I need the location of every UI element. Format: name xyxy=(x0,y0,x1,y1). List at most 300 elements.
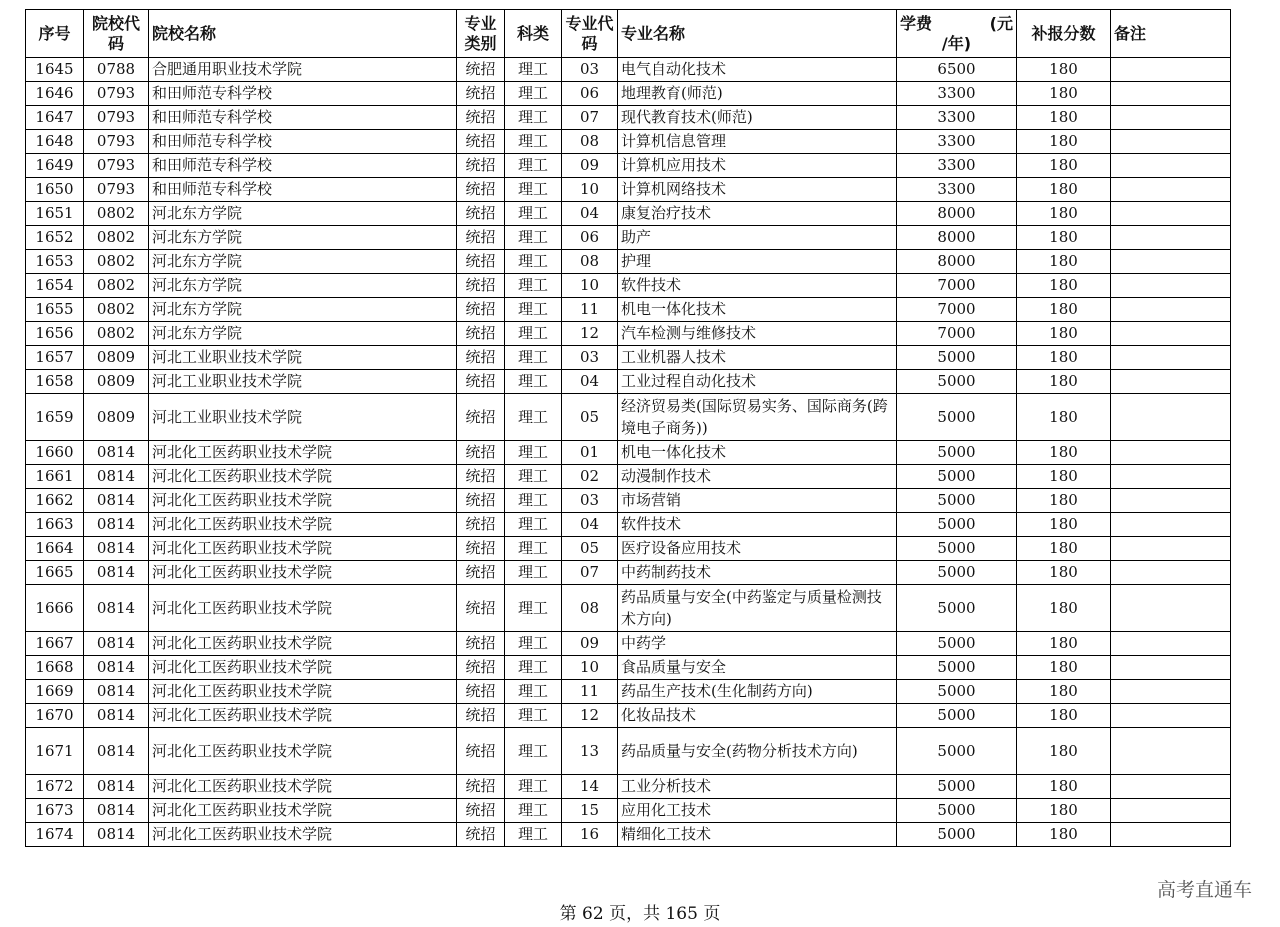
cell-fee: 5000 xyxy=(897,704,1017,728)
cell-school-name: 河北化工医药职业技术学院 xyxy=(149,728,457,775)
cell-score: 180 xyxy=(1017,322,1111,346)
cell-score: 180 xyxy=(1017,226,1111,250)
header-major-code: 专业代码 xyxy=(562,10,618,58)
cell-major-code: 03 xyxy=(562,489,618,513)
cell-major-name: 助产 xyxy=(618,226,897,250)
table-row xyxy=(26,465,1231,489)
cell-school-code: 0802 xyxy=(84,226,149,250)
cell-school-code: 0802 xyxy=(84,298,149,322)
cell-school-name: 河北东方学院 xyxy=(149,250,457,274)
cell-score: 180 xyxy=(1017,394,1111,441)
cell-major-code: 10 xyxy=(562,178,618,202)
cell-major-type: 统招 xyxy=(457,394,505,441)
cell-subject: 理工 xyxy=(505,561,562,585)
cell-seq: 1656 xyxy=(26,322,84,346)
table-row xyxy=(26,728,1231,775)
cell-score: 180 xyxy=(1017,130,1111,154)
cell-seq: 1646 xyxy=(26,82,84,106)
cell-score: 180 xyxy=(1017,585,1111,632)
admission-table xyxy=(25,9,1231,847)
cell-school-code: 0814 xyxy=(84,680,149,704)
cell-fee: 5000 xyxy=(897,632,1017,656)
table-row xyxy=(26,250,1231,274)
cell-score: 180 xyxy=(1017,346,1111,370)
cell-fee: 5000 xyxy=(897,346,1017,370)
cell-fee: 8000 xyxy=(897,202,1017,226)
cell-major-code: 02 xyxy=(562,465,618,489)
cell-subject: 理工 xyxy=(505,704,562,728)
cell-school-name: 合肥通用职业技术学院 xyxy=(149,58,457,82)
cell-subject: 理工 xyxy=(505,513,562,537)
cell-major-name: 康复治疗技术 xyxy=(618,202,897,226)
cell-school-code: 0814 xyxy=(84,656,149,680)
cell-remark xyxy=(1111,58,1231,82)
cell-major-code: 09 xyxy=(562,154,618,178)
cell-major-type: 统招 xyxy=(457,274,505,298)
cell-score: 180 xyxy=(1017,370,1111,394)
cell-school-code: 0814 xyxy=(84,561,149,585)
cell-score: 180 xyxy=(1017,465,1111,489)
cell-major-name: 计算机信息管理 xyxy=(618,130,897,154)
cell-major-name: 汽车检测与维修技术 xyxy=(618,322,897,346)
cell-score: 180 xyxy=(1017,489,1111,513)
table-row xyxy=(26,370,1231,394)
cell-subject: 理工 xyxy=(505,370,562,394)
cell-seq: 1666 xyxy=(26,585,84,632)
table-row xyxy=(26,585,1231,632)
cell-score: 180 xyxy=(1017,250,1111,274)
cell-remark xyxy=(1111,537,1231,561)
cell-score: 180 xyxy=(1017,823,1111,847)
cell-major-type: 统招 xyxy=(457,585,505,632)
table-row xyxy=(26,130,1231,154)
table-row xyxy=(26,823,1231,847)
cell-subject: 理工 xyxy=(505,489,562,513)
table-row xyxy=(26,441,1231,465)
cell-fee: 5000 xyxy=(897,680,1017,704)
cell-fee: 6500 xyxy=(897,58,1017,82)
cell-major-name: 计算机应用技术 xyxy=(618,154,897,178)
cell-seq: 1664 xyxy=(26,537,84,561)
cell-subject: 理工 xyxy=(505,799,562,823)
cell-school-name: 河北化工医药职业技术学院 xyxy=(149,441,457,465)
cell-remark xyxy=(1111,250,1231,274)
cell-fee: 5000 xyxy=(897,537,1017,561)
cell-fee: 5000 xyxy=(897,370,1017,394)
cell-school-name: 河北化工医药职业技术学院 xyxy=(149,632,457,656)
cell-school-code: 0793 xyxy=(84,178,149,202)
cell-fee: 5000 xyxy=(897,799,1017,823)
header-fee xyxy=(897,10,1017,58)
cell-fee: 7000 xyxy=(897,298,1017,322)
cell-school-code: 0793 xyxy=(84,82,149,106)
cell-major-type: 统招 xyxy=(457,226,505,250)
cell-school-name: 河北化工医药职业技术学院 xyxy=(149,823,457,847)
cell-school-code: 0802 xyxy=(84,274,149,298)
cell-school-name: 和田师范专科学校 xyxy=(149,154,457,178)
cell-fee: 3300 xyxy=(897,178,1017,202)
cell-fee: 3300 xyxy=(897,130,1017,154)
cell-remark xyxy=(1111,632,1231,656)
cell-remark xyxy=(1111,465,1231,489)
cell-subject: 理工 xyxy=(505,298,562,322)
cell-major-type: 统招 xyxy=(457,322,505,346)
cell-fee: 5000 xyxy=(897,441,1017,465)
header-fee-unit-a: (元 xyxy=(989,13,1013,33)
table-row xyxy=(26,346,1231,370)
cell-major-name: 机电一体化技术 xyxy=(618,441,897,465)
cell-school-name: 河北化工医药职业技术学院 xyxy=(149,704,457,728)
cell-school-code: 0814 xyxy=(84,704,149,728)
cell-major-name: 食品质量与安全 xyxy=(618,656,897,680)
cell-major-code: 07 xyxy=(562,106,618,130)
table-row xyxy=(26,202,1231,226)
cell-school-code: 0793 xyxy=(84,106,149,130)
cell-fee: 8000 xyxy=(897,250,1017,274)
cell-school-name: 河北工业职业技术学院 xyxy=(149,394,457,441)
cell-seq: 1674 xyxy=(26,823,84,847)
cell-major-name: 中药制药技术 xyxy=(618,561,897,585)
cell-major-name: 药品生产技术(生化制药方向) xyxy=(618,680,897,704)
cell-subject: 理工 xyxy=(505,656,562,680)
header-fee-unit-b: /年) xyxy=(941,33,972,53)
table-row xyxy=(26,489,1231,513)
cell-seq: 1650 xyxy=(26,178,84,202)
cell-seq: 1662 xyxy=(26,489,84,513)
cell-school-code: 0814 xyxy=(84,489,149,513)
cell-remark xyxy=(1111,775,1231,799)
cell-major-code: 10 xyxy=(562,274,618,298)
cell-major-type: 统招 xyxy=(457,680,505,704)
cell-school-name: 河北工业职业技术学院 xyxy=(149,370,457,394)
cell-remark xyxy=(1111,799,1231,823)
cell-school-name: 和田师范专科学校 xyxy=(149,82,457,106)
cell-major-name: 现代教育技术(师范) xyxy=(618,106,897,130)
cell-school-code: 0814 xyxy=(84,728,149,775)
cell-school-code: 0814 xyxy=(84,799,149,823)
cell-remark xyxy=(1111,728,1231,775)
cell-school-code: 0802 xyxy=(84,202,149,226)
cell-school-code: 0809 xyxy=(84,370,149,394)
table-row xyxy=(26,322,1231,346)
cell-major-name: 工业过程自动化技术 xyxy=(618,370,897,394)
cell-major-type: 统招 xyxy=(457,441,505,465)
cell-major-type: 统招 xyxy=(457,465,505,489)
cell-major-name: 化妆品技术 xyxy=(618,704,897,728)
cell-major-type: 统招 xyxy=(457,82,505,106)
header-seq: 序号 xyxy=(26,10,84,58)
cell-major-code: 12 xyxy=(562,322,618,346)
cell-seq: 1667 xyxy=(26,632,84,656)
table-row xyxy=(26,226,1231,250)
cell-fee: 5000 xyxy=(897,394,1017,441)
cell-school-name: 河北化工医药职业技术学院 xyxy=(149,465,457,489)
cell-seq: 1647 xyxy=(26,106,84,130)
cell-major-name: 工业机器人技术 xyxy=(618,346,897,370)
cell-seq: 1654 xyxy=(26,274,84,298)
cell-subject: 理工 xyxy=(505,154,562,178)
cell-major-name: 应用化工技术 xyxy=(618,799,897,823)
cell-seq: 1669 xyxy=(26,680,84,704)
table-row xyxy=(26,513,1231,537)
table-row xyxy=(26,704,1231,728)
cell-fee: 5000 xyxy=(897,585,1017,632)
cell-remark xyxy=(1111,656,1231,680)
cell-score: 180 xyxy=(1017,680,1111,704)
cell-major-code: 15 xyxy=(562,799,618,823)
cell-score: 180 xyxy=(1017,704,1111,728)
header-school-code: 院校代码 xyxy=(84,10,149,58)
cell-major-code: 08 xyxy=(562,585,618,632)
cell-major-name: 经济贸易类(国际贸易实务、国际商务(跨境电子商务)) xyxy=(618,394,897,441)
cell-seq: 1648 xyxy=(26,130,84,154)
cell-seq: 1655 xyxy=(26,298,84,322)
cell-major-type: 统招 xyxy=(457,704,505,728)
table-row xyxy=(26,298,1231,322)
cell-major-code: 05 xyxy=(562,537,618,561)
cell-major-code: 04 xyxy=(562,202,618,226)
cell-major-name: 中药学 xyxy=(618,632,897,656)
cell-score: 180 xyxy=(1017,441,1111,465)
cell-major-code: 08 xyxy=(562,130,618,154)
cell-major-code: 01 xyxy=(562,441,618,465)
cell-remark xyxy=(1111,106,1231,130)
cell-school-code: 0793 xyxy=(84,130,149,154)
cell-remark xyxy=(1111,130,1231,154)
cell-school-code: 0814 xyxy=(84,513,149,537)
cell-score: 180 xyxy=(1017,799,1111,823)
cell-score: 180 xyxy=(1017,274,1111,298)
cell-major-type: 统招 xyxy=(457,489,505,513)
cell-school-name: 河北化工医药职业技术学院 xyxy=(149,561,457,585)
cell-major-name: 软件技术 xyxy=(618,513,897,537)
header-major-type: 专业类别 xyxy=(457,10,505,58)
cell-score: 180 xyxy=(1017,537,1111,561)
cell-fee: 5000 xyxy=(897,728,1017,775)
cell-major-code: 16 xyxy=(562,823,618,847)
cell-remark xyxy=(1111,82,1231,106)
cell-score: 180 xyxy=(1017,632,1111,656)
cell-subject: 理工 xyxy=(505,250,562,274)
cell-major-name: 精细化工技术 xyxy=(618,823,897,847)
cell-fee: 8000 xyxy=(897,226,1017,250)
cell-school-name: 河北化工医药职业技术学院 xyxy=(149,585,457,632)
table-row xyxy=(26,58,1231,82)
cell-subject: 理工 xyxy=(505,274,562,298)
cell-school-code: 0814 xyxy=(84,632,149,656)
cell-seq: 1651 xyxy=(26,202,84,226)
table-row xyxy=(26,680,1231,704)
cell-school-name: 河北工业职业技术学院 xyxy=(149,346,457,370)
cell-subject: 理工 xyxy=(505,394,562,441)
cell-remark xyxy=(1111,394,1231,441)
cell-subject: 理工 xyxy=(505,441,562,465)
cell-seq: 1653 xyxy=(26,250,84,274)
cell-score: 180 xyxy=(1017,561,1111,585)
cell-major-type: 统招 xyxy=(457,728,505,775)
cell-major-code: 04 xyxy=(562,370,618,394)
page-footer: 第 62 页，共 165 页 xyxy=(559,904,721,924)
cell-major-type: 统招 xyxy=(457,178,505,202)
table-row xyxy=(26,82,1231,106)
cell-school-code: 0814 xyxy=(84,441,149,465)
cell-major-type: 统招 xyxy=(457,513,505,537)
header-school-name: 院校名称 xyxy=(149,10,457,58)
cell-fee: 3300 xyxy=(897,154,1017,178)
cell-subject: 理工 xyxy=(505,58,562,82)
cell-remark xyxy=(1111,680,1231,704)
cell-subject: 理工 xyxy=(505,106,562,130)
table-row xyxy=(26,632,1231,656)
cell-major-type: 统招 xyxy=(457,130,505,154)
cell-remark xyxy=(1111,489,1231,513)
cell-remark xyxy=(1111,513,1231,537)
cell-fee: 7000 xyxy=(897,322,1017,346)
cell-subject: 理工 xyxy=(505,178,562,202)
cell-major-code: 06 xyxy=(562,226,618,250)
cell-subject: 理工 xyxy=(505,823,562,847)
cell-school-code: 0802 xyxy=(84,250,149,274)
cell-fee: 5000 xyxy=(897,561,1017,585)
cell-remark xyxy=(1111,561,1231,585)
cell-major-code: 07 xyxy=(562,561,618,585)
cell-score: 180 xyxy=(1017,298,1111,322)
cell-seq: 1672 xyxy=(26,775,84,799)
cell-major-type: 统招 xyxy=(457,250,505,274)
cell-fee: 5000 xyxy=(897,489,1017,513)
cell-major-type: 统招 xyxy=(457,202,505,226)
table-header-row xyxy=(26,10,1231,58)
header-score: 补报分数 xyxy=(1017,10,1111,58)
cell-major-type: 统招 xyxy=(457,775,505,799)
cell-remark xyxy=(1111,346,1231,370)
cell-score: 180 xyxy=(1017,728,1111,775)
cell-subject: 理工 xyxy=(505,775,562,799)
cell-major-code: 13 xyxy=(562,728,618,775)
cell-major-name: 动漫制作技术 xyxy=(618,465,897,489)
cell-remark xyxy=(1111,585,1231,632)
table-row xyxy=(26,106,1231,130)
cell-school-code: 0788 xyxy=(84,58,149,82)
cell-school-code: 0814 xyxy=(84,465,149,489)
cell-subject: 理工 xyxy=(505,728,562,775)
cell-subject: 理工 xyxy=(505,632,562,656)
cell-school-name: 河北化工医药职业技术学院 xyxy=(149,513,457,537)
cell-seq: 1668 xyxy=(26,656,84,680)
cell-seq: 1657 xyxy=(26,346,84,370)
cell-school-code: 0793 xyxy=(84,154,149,178)
cell-remark xyxy=(1111,274,1231,298)
cell-major-code: 11 xyxy=(562,680,618,704)
cell-fee: 5000 xyxy=(897,656,1017,680)
cell-major-type: 统招 xyxy=(457,346,505,370)
cell-major-type: 统招 xyxy=(457,370,505,394)
header-subject: 科类 xyxy=(505,10,562,58)
cell-subject: 理工 xyxy=(505,82,562,106)
table-row xyxy=(26,799,1231,823)
cell-score: 180 xyxy=(1017,178,1111,202)
cell-score: 180 xyxy=(1017,106,1111,130)
cell-score: 180 xyxy=(1017,58,1111,82)
cell-school-code: 0809 xyxy=(84,346,149,370)
cell-subject: 理工 xyxy=(505,322,562,346)
cell-major-name: 地理教育(师范) xyxy=(618,82,897,106)
header-remark: 备注 xyxy=(1111,10,1231,58)
cell-major-name: 计算机网络技术 xyxy=(618,178,897,202)
cell-seq: 1652 xyxy=(26,226,84,250)
cell-school-name: 河北东方学院 xyxy=(149,322,457,346)
cell-score: 180 xyxy=(1017,154,1111,178)
table-row xyxy=(26,178,1231,202)
cell-school-code: 0802 xyxy=(84,322,149,346)
cell-score: 180 xyxy=(1017,202,1111,226)
cell-school-name: 河北东方学院 xyxy=(149,274,457,298)
cell-subject: 理工 xyxy=(505,465,562,489)
cell-school-name: 和田师范专科学校 xyxy=(149,130,457,154)
cell-major-name: 机电一体化技术 xyxy=(618,298,897,322)
cell-school-code: 0814 xyxy=(84,823,149,847)
cell-remark xyxy=(1111,202,1231,226)
cell-fee: 5000 xyxy=(897,775,1017,799)
cell-major-code: 03 xyxy=(562,58,618,82)
cell-seq: 1649 xyxy=(26,154,84,178)
cell-major-name: 软件技术 xyxy=(618,274,897,298)
cell-school-name: 和田师范专科学校 xyxy=(149,106,457,130)
cell-major-type: 统招 xyxy=(457,561,505,585)
cell-remark xyxy=(1111,226,1231,250)
cell-school-name: 河北化工医药职业技术学院 xyxy=(149,537,457,561)
cell-major-code: 09 xyxy=(562,632,618,656)
cell-seq: 1645 xyxy=(26,58,84,82)
cell-subject: 理工 xyxy=(505,680,562,704)
cell-remark xyxy=(1111,154,1231,178)
cell-remark xyxy=(1111,704,1231,728)
table-row xyxy=(26,394,1231,441)
cell-major-type: 统招 xyxy=(457,799,505,823)
cell-school-name: 河北化工医药职业技术学院 xyxy=(149,656,457,680)
cell-school-name: 河北化工医药职业技术学院 xyxy=(149,680,457,704)
cell-major-type: 统招 xyxy=(457,823,505,847)
cell-fee: 5000 xyxy=(897,465,1017,489)
cell-major-name: 护理 xyxy=(618,250,897,274)
cell-seq: 1663 xyxy=(26,513,84,537)
cell-major-name: 市场营销 xyxy=(618,489,897,513)
cell-subject: 理工 xyxy=(505,585,562,632)
cell-seq: 1659 xyxy=(26,394,84,441)
watermark-text: 高考直通车 xyxy=(1156,879,1252,901)
cell-school-code: 0814 xyxy=(84,775,149,799)
cell-score: 180 xyxy=(1017,656,1111,680)
cell-school-name: 和田师范专科学校 xyxy=(149,178,457,202)
cell-seq: 1673 xyxy=(26,799,84,823)
cell-fee: 5000 xyxy=(897,513,1017,537)
cell-major-type: 统招 xyxy=(457,106,505,130)
cell-major-name: 工业分析技术 xyxy=(618,775,897,799)
cell-subject: 理工 xyxy=(505,346,562,370)
cell-major-name: 药品质量与安全(药物分析技术方向) xyxy=(618,728,897,775)
header-fee-label: 学费 xyxy=(900,13,933,33)
cell-major-code: 10 xyxy=(562,656,618,680)
cell-major-type: 统招 xyxy=(457,632,505,656)
cell-fee: 7000 xyxy=(897,274,1017,298)
cell-seq: 1661 xyxy=(26,465,84,489)
cell-subject: 理工 xyxy=(505,130,562,154)
cell-fee: 3300 xyxy=(897,82,1017,106)
cell-seq: 1660 xyxy=(26,441,84,465)
cell-school-name: 河北化工医药职业技术学院 xyxy=(149,799,457,823)
header-major-name: 专业名称 xyxy=(618,10,897,58)
cell-subject: 理工 xyxy=(505,202,562,226)
